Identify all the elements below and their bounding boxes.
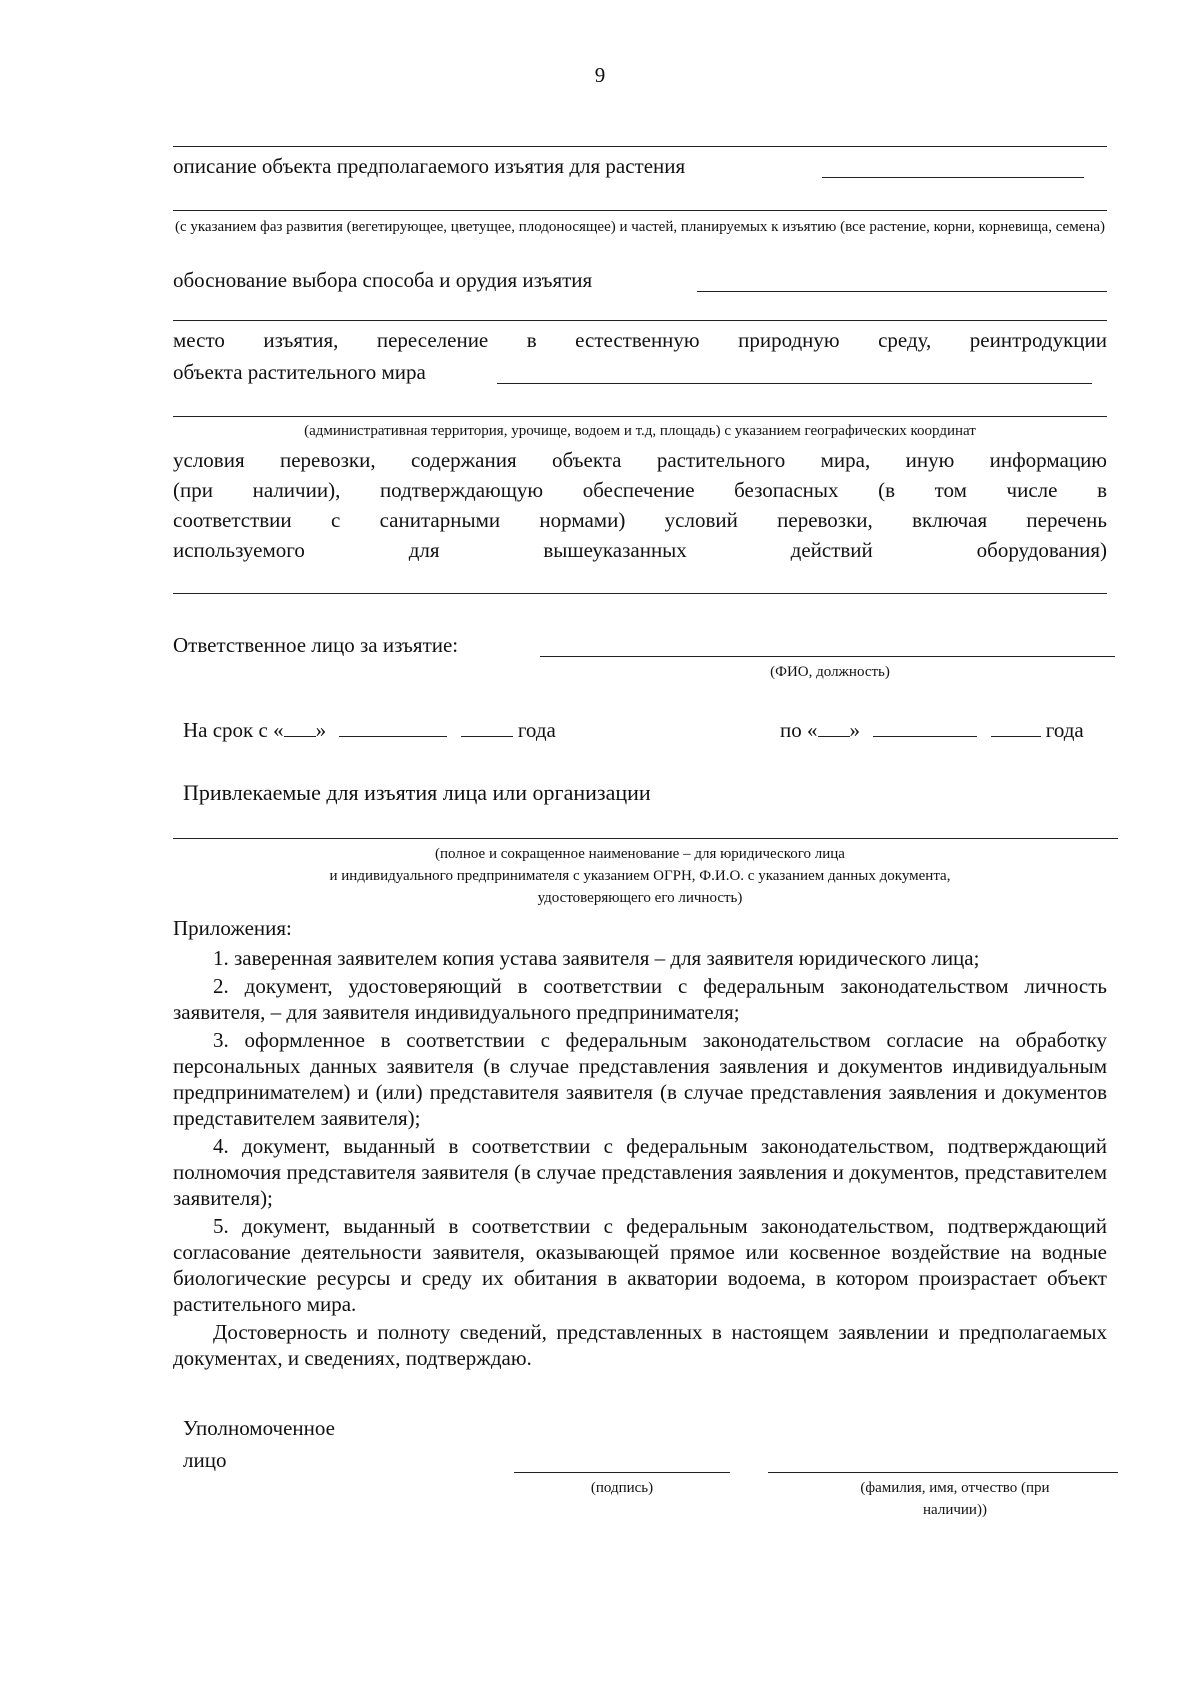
period-from-prefix: На срок с « xyxy=(183,718,284,742)
involved-label: Привлекаемые для изъятия лица или организации xyxy=(183,780,651,805)
attachment-item: 5. документ, выданный в соответствии с федеральным законодательством, подтверждающий согласование деятельности заявителя, оказывающей прямое или косвенное воздействие на водные биологические ресурсы и среду их обитания в акватории водоема, в котором произрастает объект растительного мира. xyxy=(173,1214,1107,1316)
period-from-quote-close: » xyxy=(315,718,327,742)
location-rule[interactable] xyxy=(173,416,1107,417)
transport-conditions-line: условия перевозки, содержания объекта растительного мира, иную информацию xyxy=(173,448,1107,472)
period-to xyxy=(780,717,1084,743)
attachment-item: 1. заверенная заявителем копия устава заявителя – для заявителя юридического лица; xyxy=(213,946,980,970)
period-to-quote-close: » xyxy=(849,718,860,742)
period-to-month-field[interactable] xyxy=(873,718,977,737)
location-label-line2: объекта растительного мира xyxy=(173,360,426,384)
plant-description-fill-line[interactable] xyxy=(822,177,1084,178)
attachment-item: 4. документ, выданный в соответствии с федеральным законодательством, подтверждающий полномочия представителя заявителя (в случае представления заявления и документов, представителем заявителя); xyxy=(173,1134,1107,1210)
period-from-month-field[interactable] xyxy=(339,718,447,737)
transport-conditions-rule[interactable] xyxy=(173,593,1107,594)
period-from-year-word: года xyxy=(517,718,556,742)
attachments-heading: Приложения: xyxy=(173,916,292,940)
fullname-caption-line2: наличии)) xyxy=(923,1502,987,1518)
fullname-line[interactable] xyxy=(768,1472,1118,1473)
involved-caption-line: (полное и сокращенное наименование – для юридического лица xyxy=(435,846,845,862)
period-from xyxy=(183,717,556,743)
involved-caption-line: удостоверяющего его личность) xyxy=(537,890,743,906)
method-justification-label: обоснование выбора способа и орудия изъятия xyxy=(173,268,593,292)
method-justification-fill-line[interactable] xyxy=(697,291,1107,292)
attachment-item: 3. оформленное в соответствии с федеральным законодательством согласие на обработку персональных данных заявителя (в случае представления заявления и документов индивидуальным предпринимателем) и (или) представителя заявителя (в случае представления заявления и документов представителем заявителя); xyxy=(173,1028,1107,1130)
method-justification-rule[interactable] xyxy=(173,320,1107,321)
signature-caption: (подпись) xyxy=(590,1480,654,1496)
responsible-caption: (ФИО, должность) xyxy=(770,664,890,680)
transport-conditions-line: (при наличии), подтверждающую обеспечение безопасных (в том числе в xyxy=(173,478,1107,502)
top-rule xyxy=(173,146,1107,147)
period-to-day-field[interactable] xyxy=(818,718,850,737)
signature-line[interactable] xyxy=(514,1472,730,1473)
attachment-item: 2. документ, удостоверяющий в соответствии с федеральным законодательством личность заявителя, – для заявителя индивидуального предпринимателя; xyxy=(173,974,1107,1024)
location-fill-line[interactable] xyxy=(497,383,1092,384)
fullname-caption-line1: (фамилия, имя, отчество (при xyxy=(860,1480,1050,1496)
plant-description-caption: (с указанием фаз развития (вегетирующее, цветущее, плодоносящее) и частей, планируемых к изъятию (все растение, корни, корневища, семена) xyxy=(174,219,1106,235)
attachments-list xyxy=(173,945,1107,1371)
confirmation-text: Достоверность и полноту сведений, представленных в настоящем заявлении и предполагаемых документах, и сведениях, подтверждаю. xyxy=(173,1320,1107,1370)
authorized-line2: лицо xyxy=(183,1448,227,1472)
period-to-year-word: года xyxy=(1045,718,1084,742)
page-number: 9 xyxy=(594,63,606,87)
plant-description-label: описание объекта предполагаемого изъятия для растения xyxy=(173,154,686,178)
plant-description-rule[interactable] xyxy=(173,210,1107,211)
responsible-fill-line[interactable] xyxy=(540,656,1115,657)
location-label-line1: место изъятия, переселение в естественную природную среду, реинтродукции xyxy=(173,328,1107,352)
involved-caption-line: и индивидуального предпринимателя с указанием ОГРН, Ф.И.О. с указанием данных документа, xyxy=(329,868,951,884)
transport-conditions-line: используемого для вышеуказанных действий оборудования) xyxy=(173,538,1107,562)
authorized-line1: Уполномоченное xyxy=(183,1416,335,1440)
involved-rule[interactable] xyxy=(173,838,1118,839)
period-to-prefix: по « xyxy=(780,718,818,742)
period-from-day-field[interactable] xyxy=(284,718,316,737)
responsible-label: Ответственное лицо за изъятие: xyxy=(173,633,459,657)
period-from-year-field[interactable] xyxy=(461,718,513,737)
transport-conditions-line: соответствии с санитарными нормами) условий перевозки, включая перечень xyxy=(173,508,1107,532)
location-caption: (административная территория, урочище, водоем и т.д, площадь) с указанием географических координат xyxy=(304,423,976,439)
period-to-year-field[interactable] xyxy=(991,718,1041,737)
